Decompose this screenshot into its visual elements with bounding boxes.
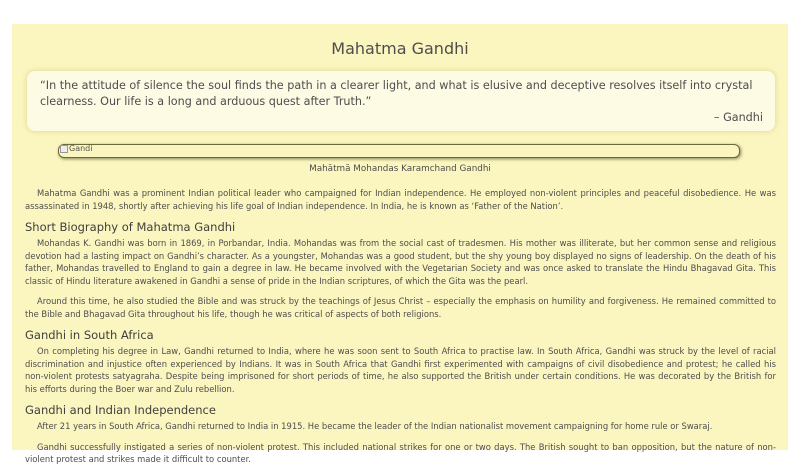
- paragraph: Around this time, he also studied the Bible and was struck by the teachings of Jesus Christ – especially the emphasis on humility and forgiveness. He remained committed to the Bible and Bhagavad Gita throughout his life, though he was critical of aspects of both religions.: [25, 296, 776, 319]
- paragraph: Gandhi successfully instigated a series of non-violent protest. This included national strikes for one or two days. The British sought to ban opposition, but the nature of non-violent protest and strikes made it difficult to counter.: [25, 441, 776, 464]
- image-caption: Mahātmā Mohandas Karamchand Gandhi: [309, 164, 491, 174]
- quote-box: [27, 71, 775, 131]
- quote-author: – Gandhi: [713, 111, 763, 124]
- image-alt-text: Gandi: [69, 144, 93, 153]
- paragraph: After 21 years in South Africa, Gandhi returned to India in 1915. He became the leader of the Indian nationalist movement campaigning for home rule or Swaraj.: [37, 421, 713, 431]
- quote-text: “In the attitude of silence the soul finds the path in a clearer light, and what is elusive and deceptive resolves itself into crystal clearness. Our life is a long and arduous quest after Truth.”: [40, 79, 753, 108]
- broken-image-icon: [60, 145, 68, 153]
- paragraph: On completing his degree in Law, Gandhi returned to India, where he was soon sent to South Africa to practise law. In South Africa, Gandhi was struck by the level of racial discrimination and injustice often experienced by Indians. It was in South Africa that Gandhi first experimented with campaigns of civil disobedience and protest; he called his non-violent protests satyagraha. Despite being imprisoned for short periods of time, he also supported the British under certain conditions. He was decorated by the British for his efforts during the Boer war and Zulu rebellion.: [25, 346, 776, 394]
- paragraph: Mohandas K. Gandhi was born in 1869, in Porbandar, India. Mohandas was from the social cast of tradesmen. His mother was illiterate, but her common sense and religious devotion had a lasting impact on Gandhi’s character. As a youngster, Mohandas was a good student, but the shy young boy displayed no signs of leadership. On the death of his father, Mohandas travelled to England to gain a degree in law. He became involved with the Vegetarian Society and was once asked to translate the Hindu Bhagavad Gita. This classic of Hindu literature awakened in Gandhi a sense of pride in the Indian scriptures, of which the Gita was the pearl.: [25, 238, 776, 286]
- section-heading-biography: Short Biography of Mahatma Gandhi: [25, 220, 236, 234]
- section-heading-south-africa: Gandhi in South Africa: [25, 328, 154, 342]
- article-content: [25, 187, 776, 474]
- broken-image: [60, 144, 92, 153]
- page-container: [12, 24, 788, 464]
- page-title: Mahatma Gandhi: [331, 39, 469, 58]
- gandhi-image: [58, 144, 740, 158]
- section-heading-independence: Gandhi and Indian Independence: [25, 403, 216, 417]
- intro-paragraph: Mahatma Gandhi was a prominent Indian political leader who campaigned for Indian independence. He employed non-violent principles and peaceful disobedience. He was assassinated in 1948, shortly after achieving his life goal of Indian independence. In India, he is known as ‘Father of the Nation’.: [25, 188, 776, 211]
